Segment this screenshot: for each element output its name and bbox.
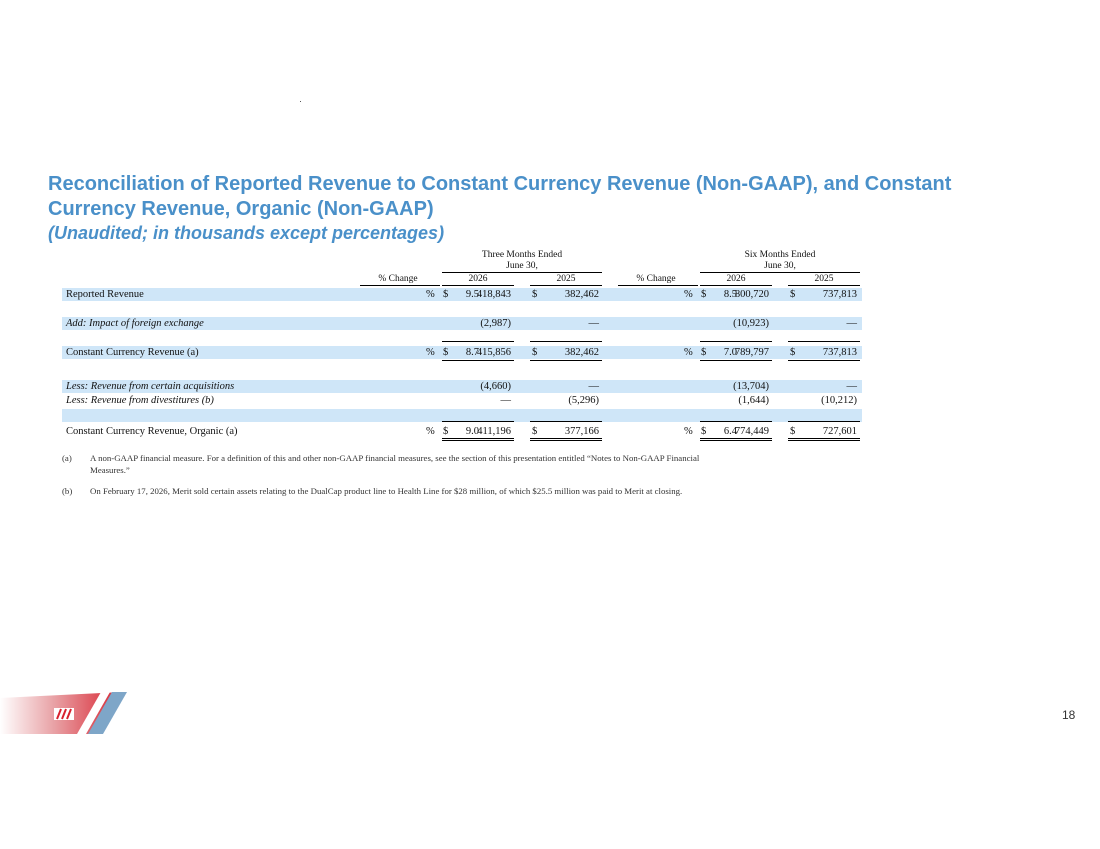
q-pct-change: 8.7 bbox=[465, 347, 479, 358]
q-pct-sign: % bbox=[426, 426, 435, 437]
row-label: Reported Revenue bbox=[66, 289, 144, 300]
s-pct-change: 6.4 bbox=[723, 426, 737, 437]
double-rule-s-2025 bbox=[788, 360, 860, 361]
six-months-underline bbox=[700, 272, 860, 273]
q-pct-change: 9.5 bbox=[465, 289, 479, 300]
table-row-fx-impact bbox=[62, 317, 862, 330]
table-row-organic-revenue bbox=[62, 425, 862, 438]
three-months-header: Three Months Ended bbox=[481, 250, 563, 260]
total-rule-q-2026 bbox=[442, 341, 514, 342]
col-header-q-2025: 2025 bbox=[556, 274, 576, 284]
s-2026-value: (1,644) bbox=[738, 395, 769, 406]
s-pct-sign: % bbox=[684, 347, 693, 358]
double-rule-q-2025 bbox=[530, 360, 602, 361]
s-pct-sign: % bbox=[684, 289, 693, 300]
three-months-underline bbox=[442, 272, 602, 273]
s-2026-value: 789,797 bbox=[734, 347, 769, 358]
row-label: Constant Currency Revenue, Organic (a) bbox=[66, 426, 238, 437]
footnote-b bbox=[62, 485, 722, 497]
q-2025-value: 377,166 bbox=[564, 426, 599, 437]
total-rule-s-2026 bbox=[700, 341, 772, 342]
total-rule-q-2025 bbox=[530, 341, 602, 342]
q-2025-value: 382,462 bbox=[564, 289, 599, 300]
table-row-reported-revenue bbox=[62, 288, 862, 301]
q-pct-change: 9.0 bbox=[465, 426, 479, 437]
six-months-subheader: June 30, bbox=[764, 261, 796, 271]
s-2025-value: 737,813 bbox=[822, 347, 857, 358]
q-2026-currency: $ bbox=[443, 347, 449, 358]
double-rule-q-2026-b2 bbox=[442, 440, 514, 441]
col-header-q-pct-change: % Change bbox=[378, 274, 418, 284]
s-2025-value: 737,813 bbox=[822, 289, 857, 300]
row-label: Less: Revenue from divestitures (b) bbox=[66, 395, 214, 406]
s-2026-currency: $ bbox=[701, 347, 707, 358]
merit-logo-icon bbox=[0, 692, 130, 734]
footnotes bbox=[62, 452, 722, 506]
row-label: Constant Currency Revenue (a) bbox=[66, 347, 199, 358]
total-rule-s-2026-b bbox=[700, 421, 772, 422]
col-header-s-2025: 2025 bbox=[814, 274, 834, 284]
col-header-s-pct-change: % Change bbox=[636, 274, 676, 284]
s-2025-value: — bbox=[846, 318, 857, 329]
s-2025-currency: $ bbox=[790, 289, 796, 300]
s-2026-value: 774,449 bbox=[734, 426, 769, 437]
double-rule-s-2026 bbox=[700, 360, 772, 361]
total-rule-q-2026-b bbox=[442, 421, 514, 422]
s-2026-value: (10,923) bbox=[733, 318, 769, 329]
double-rule-q-2026-b1 bbox=[442, 438, 514, 439]
footnote-marker: (a) bbox=[62, 453, 72, 463]
col-underline-s-pct bbox=[618, 285, 698, 286]
s-2025-value: 727,601 bbox=[822, 426, 857, 437]
double-rule-s-2025-b2 bbox=[788, 440, 860, 441]
s-2025-value: — bbox=[846, 381, 857, 392]
row-label: Add: Impact of foreign exchange bbox=[66, 318, 204, 329]
s-2025-currency: $ bbox=[790, 426, 796, 437]
col-underline-s-2025 bbox=[788, 285, 860, 286]
footnote-text: A non-GAAP financial measure. For a definition of this and other non-GAAP financial measures, see the section of this presentation entitled “Notes to Non-GAAP Financial Measures.” bbox=[90, 453, 700, 475]
s-pct-sign: % bbox=[684, 426, 693, 437]
six-months-header: Six Months Ended bbox=[744, 250, 816, 260]
stray-dot bbox=[300, 101, 301, 102]
page-title-line-2: Currency Revenue, Organic (Non-GAAP) bbox=[48, 198, 434, 220]
s-2026-currency: $ bbox=[701, 289, 707, 300]
s-2026-currency: $ bbox=[701, 426, 707, 437]
q-2025-value: — bbox=[588, 381, 599, 392]
q-2026-value: (4,660) bbox=[480, 381, 511, 392]
s-2025-value: (10,212) bbox=[821, 395, 857, 406]
col-underline-q-2025 bbox=[530, 285, 602, 286]
footnote-marker: (b) bbox=[62, 486, 73, 496]
q-2026-value: 415,856 bbox=[476, 347, 511, 358]
total-rule-q-2025-b bbox=[530, 421, 602, 422]
double-rule-s-2026-b1 bbox=[700, 438, 772, 439]
s-2026-value: 800,720 bbox=[734, 289, 769, 300]
double-rule-q-2025-b1 bbox=[530, 438, 602, 439]
footnote-a bbox=[62, 452, 722, 476]
q-2026-currency: $ bbox=[443, 289, 449, 300]
s-2026-value: (13,704) bbox=[733, 381, 769, 392]
col-header-q-2026: 2026 bbox=[468, 274, 488, 284]
q-2025-currency: $ bbox=[532, 426, 538, 437]
page-number: 18 bbox=[1062, 708, 1076, 722]
q-2026-value: 411,196 bbox=[477, 426, 511, 437]
q-2025-value: (5,296) bbox=[568, 395, 599, 406]
q-2026-currency: $ bbox=[443, 426, 449, 437]
q-2026-value: 418,843 bbox=[476, 289, 511, 300]
title-block bbox=[48, 172, 1008, 244]
page-title-line-1: Reconciliation of Reported Revenue to Constant Currency Revenue (Non-GAAP), and Constant bbox=[48, 173, 952, 195]
col-underline-s-2026 bbox=[700, 285, 772, 286]
q-2025-value: 382,462 bbox=[564, 347, 599, 358]
col-underline-q-2026 bbox=[442, 285, 514, 286]
col-underline-q-pct bbox=[360, 285, 440, 286]
total-rule-s-2025 bbox=[788, 341, 860, 342]
col-header-s-2026: 2026 bbox=[726, 274, 746, 284]
table-row-constant-currency-revenue bbox=[62, 346, 862, 359]
q-2026-value: — bbox=[500, 395, 511, 406]
double-rule-s-2026-b2 bbox=[700, 440, 772, 441]
q-pct-sign: % bbox=[426, 347, 435, 358]
row-label: Less: Revenue from certain acquisitions bbox=[66, 381, 235, 392]
three-months-subheader: June 30, bbox=[506, 261, 538, 271]
page-subtitle: (Unaudited; in thousands except percentages) bbox=[48, 223, 445, 243]
s-2025-currency: $ bbox=[790, 347, 796, 358]
total-rule-s-2025-b bbox=[788, 421, 860, 422]
table-row-divestitures bbox=[62, 394, 862, 407]
s-pct-change: 8.5 bbox=[723, 289, 737, 300]
q-2025-currency: $ bbox=[532, 289, 538, 300]
table-row-acquisitions bbox=[62, 380, 862, 393]
q-2026-value: (2,987) bbox=[480, 318, 511, 329]
q-pct-sign: % bbox=[426, 289, 435, 300]
footnote-text: On February 17, 2026, Merit sold certain assets relating to the DualCap product line to Health Line for $28 million, of which $25.5 million was paid to Merit at closing. bbox=[90, 486, 683, 496]
q-2025-value: — bbox=[588, 318, 599, 329]
double-rule-s-2025-b1 bbox=[788, 438, 860, 439]
q-2025-currency: $ bbox=[532, 347, 538, 358]
s-pct-change: 7.0 bbox=[723, 347, 737, 358]
double-rule-q-2025-b2 bbox=[530, 440, 602, 441]
double-rule-q-2026 bbox=[442, 360, 514, 361]
